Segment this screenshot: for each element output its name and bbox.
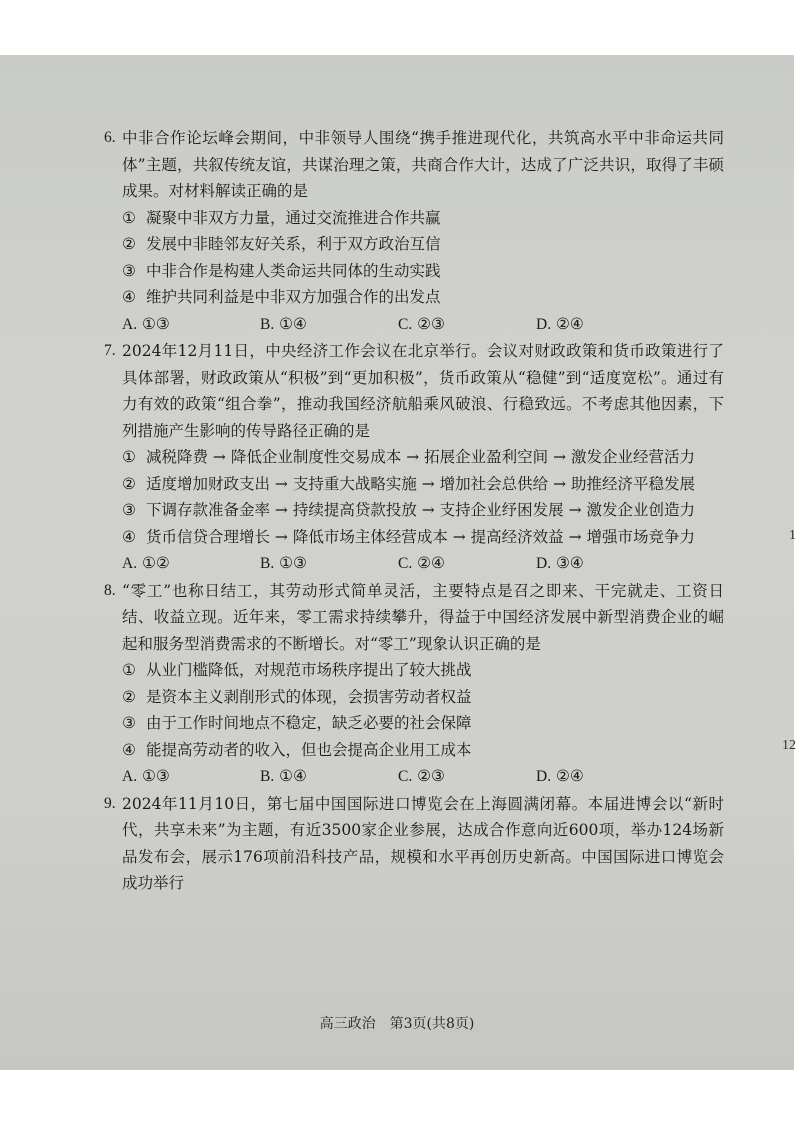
- answer-c: C. ②③: [398, 767, 445, 785]
- question-8: [104, 578, 724, 658]
- question-stem: 2024年11月10日，第七届中国国际进口博览会在上海圆满闭幕。本届进博会以“新时代，共享未来”为主题，有近3500家企业参展，达成合作意向近600项，举办124场新品发布会，展示176项前沿科技产品，规模和水平再创历史新高。中国国际进口博览会成功举行: [122, 794, 724, 892]
- option-3: [122, 258, 724, 285]
- question-number: 9.: [104, 794, 116, 812]
- question-stem: 中非合作论坛峰会期间，中非领导人围绕“携手推进现代化，共筑高水平中非命运共同体”主题，共叙传统友谊，共谋治理之策，共商合作大计，达成了广泛共识，取得了丰硕成果。对材料解读正确的是: [122, 129, 724, 200]
- option-mark: ④: [122, 288, 136, 306]
- answer-b: B. ①④: [260, 767, 307, 785]
- option-4: [122, 737, 724, 764]
- option-2: [122, 684, 724, 711]
- question-stem: “零工”也称日结工，其劳动形式简单灵活，主要特点是召之即来、干完就走、工资日结、收益立现。近年来，零工需求持续攀升，得益于中国经济发展中新型消费企业的崛起和服务型消费需求的不断增长。对“零工”现象认识正确的是: [122, 581, 724, 653]
- option-mark: ②: [122, 687, 136, 706]
- question-number: 6.: [104, 129, 116, 146]
- question-number: 8.: [104, 581, 116, 599]
- answer-d: D. ②④: [536, 314, 584, 333]
- answer-choices: [122, 550, 724, 578]
- exam-page: [0, 55, 794, 1070]
- option-text: 能提高劳动者的收入，但也会提高企业用工成本: [146, 740, 472, 759]
- edge-page-mark: 1: [789, 528, 796, 543]
- answer-b: B. ①③: [260, 554, 307, 572]
- question-6: [104, 125, 724, 205]
- question-7: [104, 338, 724, 444]
- option-mark: ②: [122, 474, 136, 493]
- option-2: [122, 471, 724, 498]
- option-3: [122, 710, 724, 737]
- answer-a: A. ①③: [122, 314, 170, 333]
- option-1: [122, 444, 724, 471]
- answer-a: A. ①③: [122, 767, 170, 785]
- option-text: 凝聚中非双方力量，通过交流推进合作共赢: [146, 208, 441, 227]
- question-number: 7.: [104, 342, 116, 359]
- option-mark: ②: [122, 235, 136, 253]
- option-mark: ①: [122, 661, 136, 679]
- question-content: [104, 125, 724, 897]
- option-mark: ①: [122, 448, 136, 466]
- answer-a: A. ①②: [122, 554, 170, 572]
- option-mark: ③: [122, 261, 136, 280]
- option-text: 发展中非睦邻友好关系，利于双方政治互信: [146, 235, 441, 253]
- option-text: 适度增加财政支出 → 支持重大战略实施 → 增加社会总供给 → 助推经济平稳发展: [146, 474, 696, 493]
- answer-d: D. ②④: [536, 767, 584, 785]
- option-mark: ③: [122, 714, 136, 732]
- option-mark: ④: [122, 527, 136, 546]
- option-text: 货币信贷合理增长 → 降低市场主体经营成本 → 提高经济效益 → 增强市场竞争力: [146, 527, 696, 546]
- answer-c: C. ②④: [398, 554, 445, 572]
- answer-c: C. ②③: [398, 314, 445, 333]
- option-3: [122, 497, 724, 524]
- option-4: [122, 524, 724, 551]
- option-mark: ③: [122, 501, 136, 519]
- answer-d: D. ③④: [536, 554, 584, 572]
- option-text: 由于工作时间地点不稳定，缺乏必要的社会保障: [146, 714, 472, 732]
- option-text: 下调存款准备金率 → 持续提高贷款投放 → 支持企业纾困发展 → 激发企业创造力: [146, 501, 696, 519]
- option-2: [122, 231, 724, 258]
- answer-b: B. ①④: [260, 314, 307, 333]
- edge-page-mark: 12: [782, 738, 796, 753]
- option-4: [122, 284, 724, 311]
- question-9: [104, 791, 724, 897]
- option-1: [122, 205, 724, 232]
- question-stem: 2024年12月11日，中央经济工作会议在北京举行。会议对财政政策和货币政策进行了具体部署，财政政策从“积极”到“更加积极”，货币政策从“稳健”到“适度宽松”。通过有力有效的政策“组合拳”，推动我国经济航船乘风破浪、行稳致远。不考虑其他因素，下列措施产生影响的传导路径正确的是: [122, 342, 724, 440]
- option-text: 从业门槛降低，对规范市场秩序提出了较大挑战: [146, 661, 472, 679]
- page-footer: 高三政治 第3页(共8页): [319, 1016, 475, 1032]
- option-text: 减税降费 → 降低企业制度性交易成本 → 拓展企业盈利空间 → 激发企业经营活力: [146, 448, 696, 466]
- answer-choices: [122, 763, 724, 791]
- option-1: [122, 657, 724, 684]
- option-text: 维护共同利益是中非双方加强合作的出发点: [146, 288, 441, 306]
- option-mark: ④: [122, 740, 136, 759]
- answer-choices: [122, 311, 724, 339]
- option-text: 中非合作是构建人类命运共同体的生动实践: [146, 261, 441, 280]
- option-mark: ①: [122, 208, 136, 227]
- option-text: 是资本主义剥削形式的体现，会损害劳动者权益: [146, 687, 472, 706]
